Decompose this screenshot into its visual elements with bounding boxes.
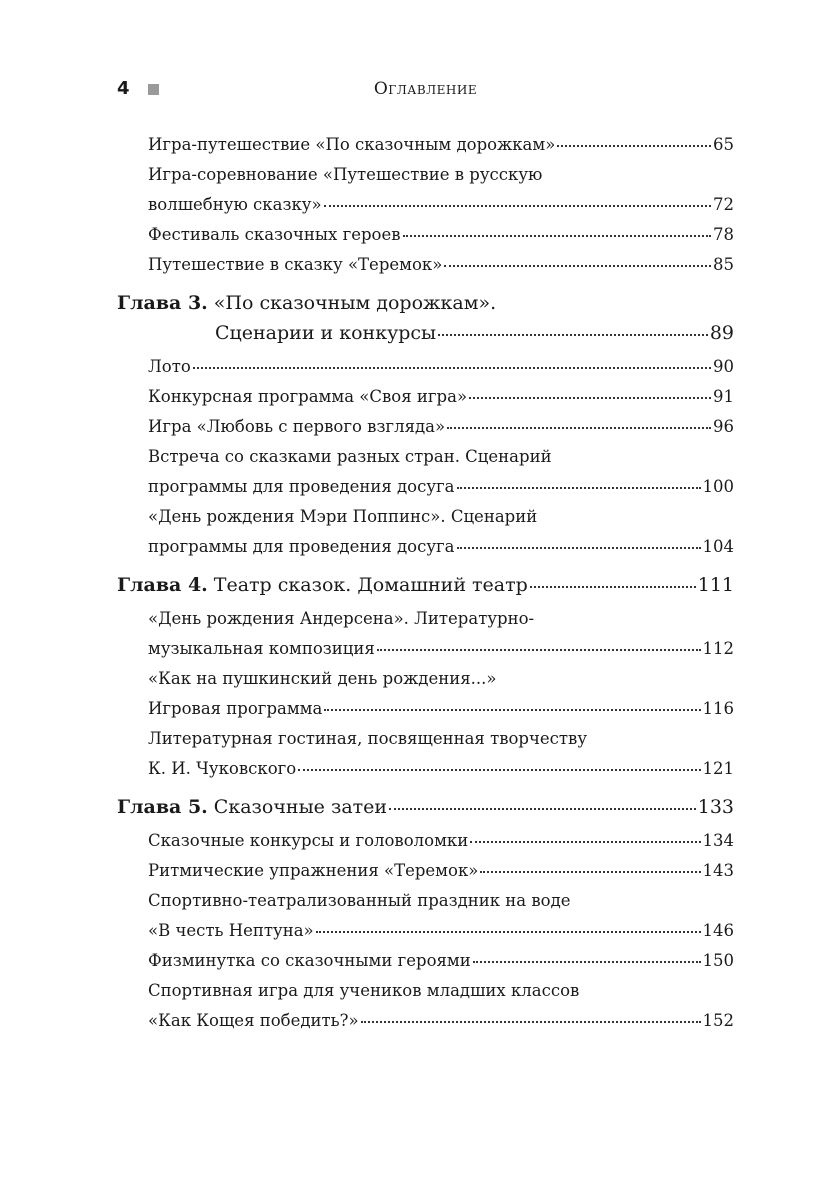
dot-leader [480,871,700,873]
toc-entry-title: Спортивно-театрализованный праздник на воде [148,891,571,910]
dot-leader [457,547,701,549]
toc-entry-title: Фестиваль сказочных героев [148,225,401,244]
toc-entry[interactable] [117,442,734,502]
toc-entry[interactable] [117,826,734,856]
toc-entry-title-cont: программы для проведения досуга [148,477,455,496]
toc-chapter-3[interactable] [117,288,734,348]
toc-entry[interactable] [117,160,734,220]
toc-entry-title: Путешествие в сказку «Теремок» [148,255,443,274]
toc-entry[interactable] [117,886,734,946]
toc-entry-title: Игра-путешествие «По сказочным дорожкам» [148,135,556,154]
toc-page-number: 85 [713,255,734,274]
toc-entry-title: Сказочные конкурсы и головоломки [148,831,469,850]
dot-leader [377,649,701,651]
dot-leader [324,205,711,207]
toc-page-number: 89 [709,322,734,344]
dot-leader [457,487,701,489]
dot-leader [438,334,708,336]
toc-page-number: 134 [702,831,734,850]
dot-leader [361,1021,701,1023]
dot-leader [557,145,711,147]
toc-page-number: 90 [713,357,734,376]
dot-leader [470,841,700,843]
page-header [117,76,734,102]
toc-entry[interactable] [117,946,734,976]
toc-entry[interactable] [117,220,734,250]
toc-entry[interactable] [117,382,734,412]
toc-page-number: 78 [713,225,734,244]
toc-page-number: 143 [702,861,734,880]
toc-entry-title: «Как на пушкинский день рождения...» [148,669,497,688]
chapter-label: Глава 4. [117,574,208,596]
toc-page-number: 72 [713,195,734,214]
toc-entry-title: Ритмические упражнения «Теремок» [148,861,479,880]
toc-entry-title: Спортивная игра для учеников младших классов [148,981,580,1000]
toc-entry-title: «День рождения Мэри Поппинс». Сценарий [148,507,538,526]
toc-page-number: 150 [702,951,734,970]
chapter-label: Глава 3. [117,292,208,314]
toc-entry[interactable] [117,664,734,724]
toc-entry-title: Игра «Любовь с первого взгляда» [148,417,446,436]
dot-leader [316,931,701,933]
toc-entry-title-cont: Игровая программа [148,699,323,718]
toc-entry[interactable] [117,856,734,886]
toc-page-number: 100 [702,477,734,496]
toc-page-number: 96 [713,417,734,436]
toc-entry-title: Встреча со сказками разных стран. Сценарий [148,447,552,466]
toc-entry-title: «День рождения Андерсена». Литературно- [148,609,535,628]
dot-leader [469,397,711,399]
dot-leader [530,586,696,588]
toc-entry-title: Игра-соревнование «Путешествие в русскую [148,165,543,184]
dot-leader [298,769,700,771]
toc-page-number: 116 [702,699,734,718]
dot-leader [447,427,711,429]
chapter-label: Глава 5. [117,796,208,818]
toc-entry-title-cont: К. И. Чуковского [148,759,297,778]
dot-leader [473,961,701,963]
dot-leader [324,709,700,711]
table-of-contents [117,130,734,1036]
page-number: 4 [117,78,130,99]
chapter-title-cont: Сценарии и конкурсы [215,322,437,344]
toc-entry-title-cont: программы для проведения досуга [148,537,455,556]
dot-leader [444,265,711,267]
toc-entry[interactable] [117,976,734,1036]
dot-leader [403,235,711,237]
toc-page-number: 146 [702,921,734,940]
toc-entry-title-cont: музыкальная композиция [148,639,375,658]
toc-page-number: 112 [702,639,734,658]
dot-leader [389,808,696,810]
chapter-title: Театр сказок. Домашний театр [213,574,528,596]
chapter-title: «По сказочным дорожкам». [213,292,497,314]
toc-entry-title-cont: «В честь Нептуна» [148,921,314,940]
toc-entry[interactable] [117,130,734,160]
toc-entry[interactable] [117,604,734,664]
toc-page-number: 111 [697,574,734,596]
toc-entry-title-cont: «Как Кощея победить?» [148,1011,359,1030]
toc-entry[interactable] [117,724,734,784]
toc-entry[interactable] [117,412,734,442]
toc-entry-title: Конкурсная программа «Своя игра» [148,387,468,406]
running-title: Оглавление [373,79,478,99]
toc-entry-title: Физминутка со сказочными героями [148,951,471,970]
toc-page-number: 121 [702,759,734,778]
toc-page-number: 91 [713,387,734,406]
toc-page-number: 152 [702,1011,734,1030]
toc-chapter-5[interactable] [117,792,734,822]
toc-entry[interactable] [117,502,734,562]
toc-entry-title: Литературная гостиная, посвященная творчеству [148,729,588,748]
toc-entry[interactable] [117,250,734,280]
toc-chapter-4[interactable] [117,570,734,600]
chapter-title: Сказочные затеи [213,796,388,818]
toc-page-number: 65 [713,135,734,154]
toc-entry-title-cont: волшебную сказку» [148,195,322,214]
toc-page-number: 133 [697,796,734,818]
toc-entry-title: Лото [148,357,191,376]
toc-page-number: 104 [702,537,734,556]
toc-entry[interactable] [117,352,734,382]
dot-leader [193,367,711,369]
